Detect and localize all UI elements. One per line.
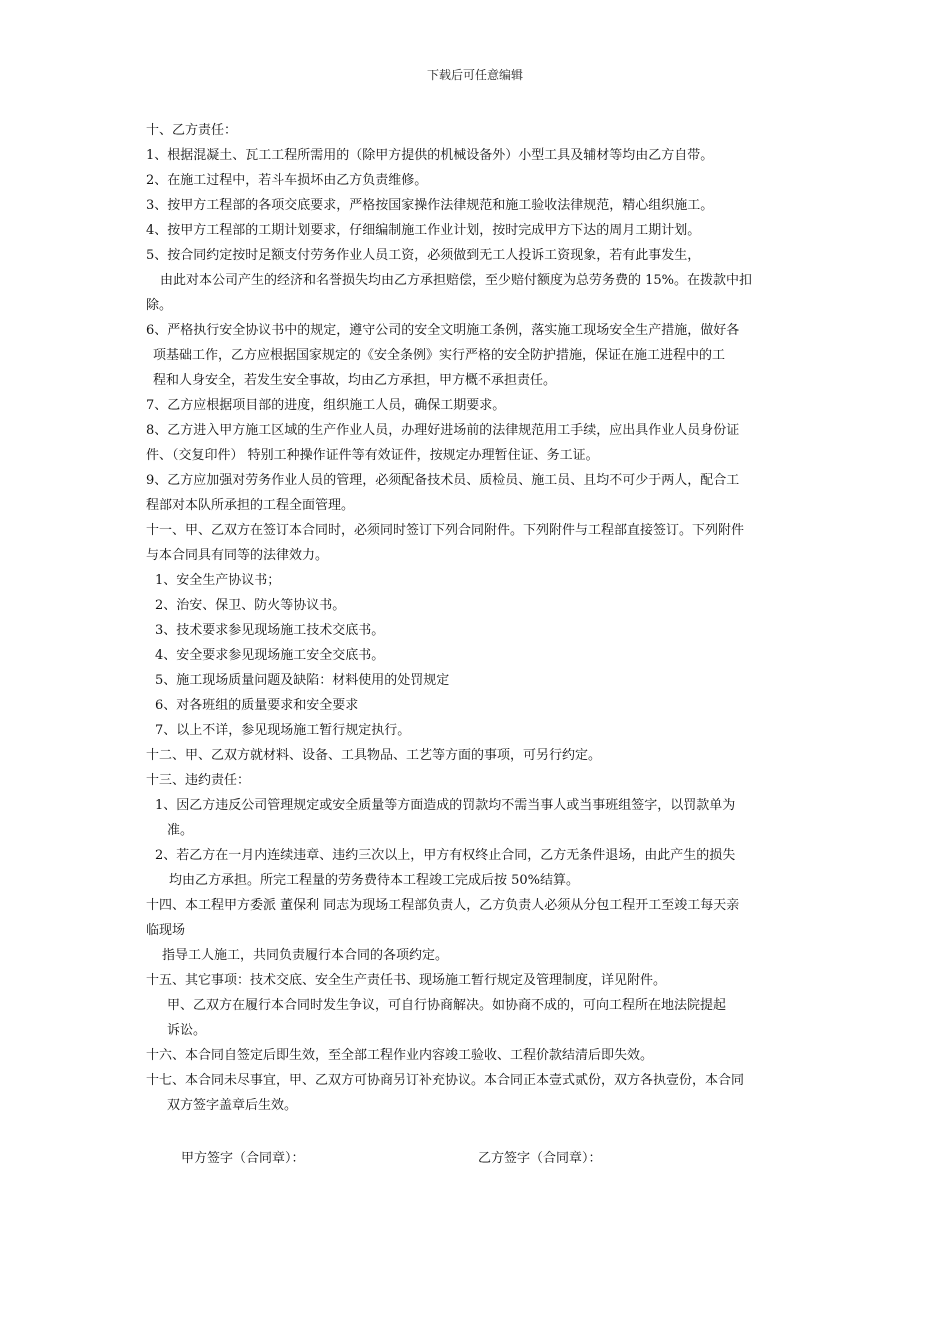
text-line: 7、以上不详，参见现场施工暂行规定执行。 xyxy=(155,723,411,738)
text-line: 4、安全要求参见现场施工安全交底书。 xyxy=(155,648,385,663)
text-line: 6、严格执行安全协议书中的规定，遵守公司的安全文明施工条例，落实施工现场安全生产措施，做好各 xyxy=(146,323,740,338)
text-line: 十五、其它事项：技术交底、安全生产责任书、现场施工暂行规定及管理制度，详见附件。 xyxy=(146,973,667,988)
text-line: 程部对本队所承担的工程全面管理。 xyxy=(146,498,355,513)
text-line: 1、安全生产协议书； xyxy=(155,573,281,588)
text-line: 7、乙方应根据项目部的进度，组织施工人员，确保工期要求。 xyxy=(146,398,506,413)
party-a-signature-label: 甲方签字（合同章）： xyxy=(181,1151,305,1166)
text-line: 双方签字盖章后生效。 xyxy=(167,1098,298,1113)
text-line: 程和人身安全，若发生安全事故，均由乙方承担，甲方概不承担责任。 xyxy=(153,373,557,388)
text-line: 准。 xyxy=(167,823,194,838)
text-line: 十一、甲、乙双方在签订本合同时，必须同时签订下列合同附件。下列附件与工程部直接签订。下列附件 xyxy=(146,523,745,538)
text-line: 件、（交复印件） 特别工种操作证件等有效证件，按规定办理暂住证、务工证。 xyxy=(146,448,599,463)
text-line: 与本合同具有同等的法律效力。 xyxy=(146,548,329,563)
text-line: 十六、本合同自签定后即生效，至全部工程作业内容竣工验收、工程价款结清后即失效。 xyxy=(146,1048,654,1063)
text-line: 十、乙方责任： xyxy=(146,123,238,138)
text-line: 项基础工作，乙方应根据国家规定的《安全条例》实行严格的安全防护措施，保证在施工进程中的工 xyxy=(153,348,726,363)
text-line: 2、治安、保卫、防火等协议书。 xyxy=(155,598,346,613)
page-header: 下载后可任意编辑 xyxy=(426,68,523,82)
text-line: 临现场 xyxy=(146,923,186,938)
text-line: 3、按甲方工程部的各项交底要求，严格按国家操作法律规范和施工验收法律规范，精心组织施工。 xyxy=(146,198,714,213)
text-line: 8、乙方进入甲方施工区域的生产作业人员，办理好进场前的法律规范用工手续，应出具作业人员身份证 xyxy=(146,423,740,438)
text-line: 指导工人施工，共同负责履行本合同的各项约定。 xyxy=(162,948,449,963)
text-line: 3、技术要求参见现场施工技术交底书。 xyxy=(155,623,385,638)
text-line: 十四、本工程甲方委派 董保利 同志为现场工程部负责人，乙方负责人必须从分包工程开工至竣工每天亲 xyxy=(146,898,740,913)
text-line: 5、施工现场质量问题及缺陷：材料使用的处罚规定 xyxy=(155,673,450,688)
text-line: 9、乙方应加强对劳务作业人员的管理，必须配备技术员、质检员、施工员、且均不可少于两人，配合工 xyxy=(146,473,740,488)
text-line: 由此对本公司产生的经济和名誉损失均由乙方承担赔偿，至少赔付额度为总劳务费的 15%。在拨款中扣 xyxy=(160,273,753,288)
text-line: 1、根据混凝土、瓦工工程所需用的（除甲方提供的机械设备外）小型工具及辅材等均由乙方自带。 xyxy=(146,148,714,163)
text-line: 十二、甲、乙双方就材料、设备、工具物品、工艺等方面的事项，可另行约定。 xyxy=(146,748,602,763)
party-b-signature-label: 乙方签字（合同章）： xyxy=(478,1151,602,1166)
text-line: 2、若乙方在一月内连续违章、违约三次以上，甲方有权终止合同，乙方无条件退场，由此产生的损失 xyxy=(155,848,736,863)
text-line: 十七、本合同未尽事宜，甲、乙双方可协商另订补充协议。本合同正本壹式贰份，双方各执壹份，本合同 xyxy=(146,1073,745,1088)
text-line: 除。 xyxy=(146,298,173,313)
text-line: 诉讼。 xyxy=(167,1023,207,1038)
text-line: 6、对各班组的质量要求和安全要求 xyxy=(155,698,359,713)
text-line: 4、按甲方工程部的工期计划要求，仔细编制施工作业计划，按时完成甲方下达的周月工期计划。 xyxy=(146,223,701,238)
text-line: 2、在施工过程中，若斗车损坏由乙方负责维修。 xyxy=(146,173,428,188)
text-line: 甲、乙双方在履行本合同时发生争议，可自行协商解决。如协商不成的，可向工程所在地法院提起 xyxy=(167,998,727,1013)
text-line: 十三、违约责任： xyxy=(146,773,251,788)
text-line: 1、因乙方违反公司管理规定或安全质量等方面造成的罚款均不需当事人或当事班组签字，以罚款单为 xyxy=(155,798,736,813)
text-line: 均由乙方承担。所完工程量的劳务费待本工程竣工完成后按 50%结算。 xyxy=(169,873,580,888)
text-line: 5、按合同约定按时足额支付劳务作业人员工资，必须做到无工人投诉工资现象，若有此事发生， xyxy=(146,248,701,263)
